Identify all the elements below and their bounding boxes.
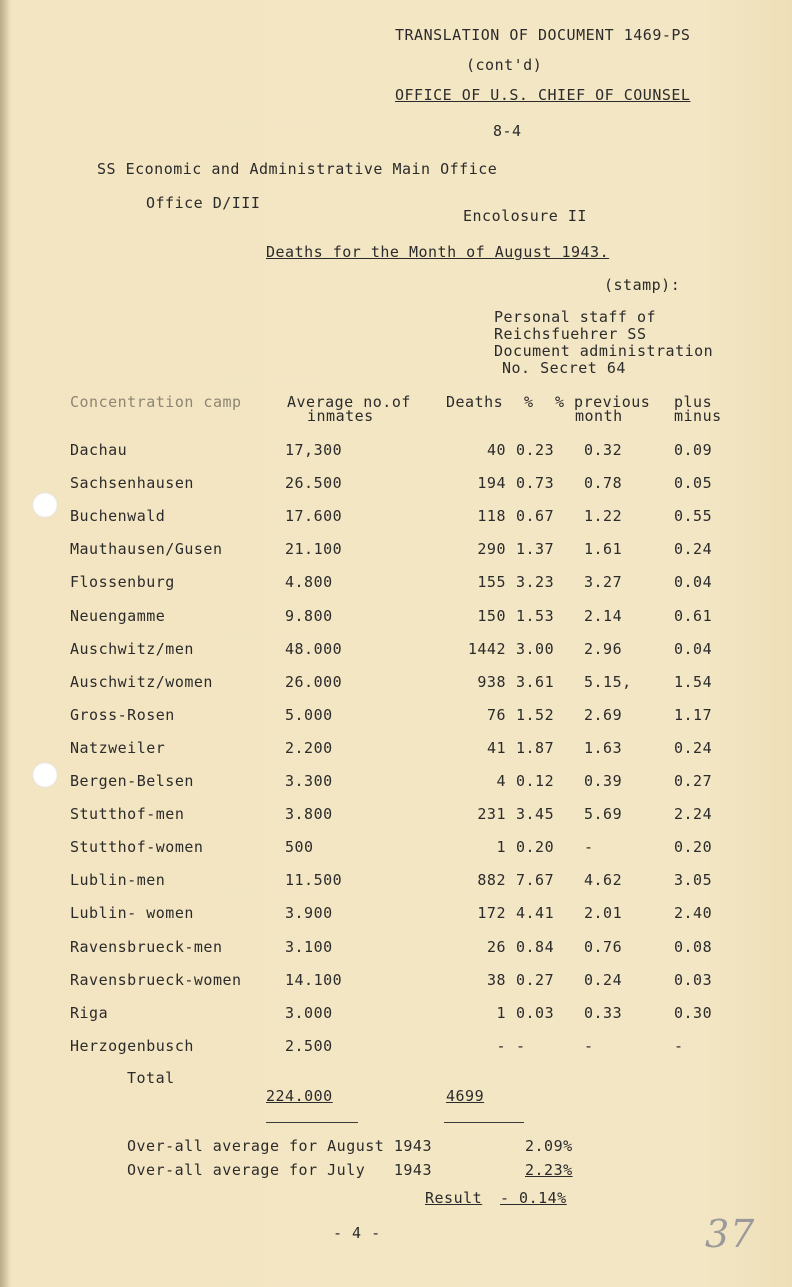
cell-pm: 0.27 <box>674 772 713 790</box>
cell-pct: 0.73 <box>516 474 555 492</box>
cell-deaths: 882 <box>477 871 506 889</box>
cell-avg: 26.000 <box>285 673 343 691</box>
stamp-line: Personal staff of <box>494 308 657 326</box>
cell-avg: 2.500 <box>285 1037 333 1055</box>
cell-pct: 0.84 <box>516 938 555 956</box>
cell-deaths: 290 <box>477 540 506 558</box>
col-header-average-line2: inmates <box>307 407 374 425</box>
cell-avg: 14.100 <box>285 971 343 989</box>
cell-avg: 17,300 <box>285 441 343 459</box>
cell-pm: 1.54 <box>674 673 713 691</box>
cell-deaths: - <box>496 1037 506 1055</box>
stamp-line: Reichsfuehrer SS <box>494 325 647 343</box>
august-average-label: Over-all average for August 1943 <box>127 1137 432 1155</box>
cell-deaths: 1 <box>496 838 506 856</box>
cell-pct: 3.61 <box>516 673 555 691</box>
cell-camp: Stutthof-men <box>70 805 185 823</box>
cell-deaths: 1 <box>496 1004 506 1022</box>
cell-pct: 0.03 <box>516 1004 555 1022</box>
col-header-camp: Concentration camp <box>70 393 242 411</box>
cell-pm: 2.40 <box>674 904 713 922</box>
document-title: Deaths for the Month of August 1943. <box>266 243 610 261</box>
cell-camp: Ravensbrueck-women <box>70 971 242 989</box>
cell-camp: Stutthof-women <box>70 838 204 856</box>
cell-prev: 0.78 <box>584 474 623 492</box>
punch-hole <box>32 492 58 518</box>
cell-prev: - <box>584 838 594 856</box>
cell-pct: 0.12 <box>516 772 555 790</box>
cell-prev: 2.14 <box>584 607 623 625</box>
contd-label: (cont'd) <box>466 56 543 74</box>
cell-avg: 21.100 <box>285 540 343 558</box>
cell-pct: 0.20 <box>516 838 555 856</box>
result-value: - 0.14% <box>500 1189 567 1207</box>
total-label: Total <box>127 1069 175 1087</box>
office-heading: OFFICE OF U.S. CHIEF OF COUNSEL <box>395 86 691 104</box>
cell-camp: Ravensbrueck-men <box>70 938 223 956</box>
cell-avg: 3.900 <box>285 904 333 922</box>
cell-prev: 5.15, <box>584 673 632 691</box>
col-header-average-line1: Average no.of <box>287 393 411 411</box>
stamp-block <box>494 309 713 377</box>
col-header-plus-minus <box>674 395 722 423</box>
cell-camp: Lublin-men <box>70 871 166 889</box>
cell-pm: 0.03 <box>674 971 713 989</box>
cell-deaths: 41 <box>486 739 506 757</box>
cell-prev: 0.76 <box>584 938 623 956</box>
page-number: - 4 - <box>333 1224 381 1242</box>
cell-pm: 2.24 <box>674 805 713 823</box>
cell-pm: 0.04 <box>674 640 713 658</box>
enclosure-label: Encolosure II <box>463 207 587 225</box>
cell-prev: 0.32 <box>584 441 623 459</box>
cell-pct: 0.27 <box>516 971 555 989</box>
cell-avg: 3.800 <box>285 805 333 823</box>
cell-pct: 3.45 <box>516 805 555 823</box>
cell-pm: - <box>674 1037 684 1055</box>
col-header-pct: % <box>524 393 534 411</box>
cell-pm: 0.05 <box>674 474 713 492</box>
cell-deaths: 26 <box>486 938 506 956</box>
col-header-previous <box>555 395 650 423</box>
stamp-line: Document administration <box>494 342 714 360</box>
cell-camp: Auschwitz/women <box>70 673 213 691</box>
cell-avg: 4.800 <box>285 573 333 591</box>
cell-pm: 3.05 <box>674 871 713 889</box>
cell-pct: 0.23 <box>516 441 555 459</box>
col-header-minus: minus <box>674 407 722 425</box>
cell-deaths: 1442 <box>467 640 506 658</box>
cell-camp: Buchenwald <box>70 507 166 525</box>
cell-camp: Mauthausen/Gusen <box>70 540 223 558</box>
cell-pct: 1.52 <box>516 706 555 724</box>
stamp-line: No. Secret 64 <box>502 359 626 377</box>
cell-pm: 0.20 <box>674 838 713 856</box>
cell-pct: 3.00 <box>516 640 555 658</box>
punch-hole <box>32 762 58 788</box>
cell-pm: 0.09 <box>674 441 713 459</box>
cell-camp: Herzogenbusch <box>70 1037 194 1055</box>
august-average-value: 2.09% <box>525 1137 573 1155</box>
cell-avg: 17.600 <box>285 507 343 525</box>
cell-camp: Flossenburg <box>70 573 175 591</box>
cell-prev: 4.62 <box>584 871 623 889</box>
cell-pct: 1.37 <box>516 540 555 558</box>
col-header-average <box>287 395 411 423</box>
cell-deaths: 172 <box>477 904 506 922</box>
cell-avg: 3.100 <box>285 938 333 956</box>
col-header-deaths: Deaths <box>446 393 504 411</box>
cell-camp: Sachsenhausen <box>70 474 194 492</box>
cell-avg: 2.200 <box>285 739 333 757</box>
stamp-label: (stamp): <box>604 276 681 294</box>
cell-camp: Dachau <box>70 441 128 459</box>
cell-prev: 0.33 <box>584 1004 623 1022</box>
cell-deaths: 38 <box>486 971 506 989</box>
cell-pm: 0.61 <box>674 607 713 625</box>
main-office-label: SS Economic and Administrative Main Office <box>97 160 498 178</box>
cell-prev: 3.27 <box>584 573 623 591</box>
cell-camp: Riga <box>70 1004 109 1022</box>
cell-deaths: 155 <box>477 573 506 591</box>
cell-avg: 500 <box>285 838 314 856</box>
cell-avg: 48.000 <box>285 640 343 658</box>
cell-prev: 1.61 <box>584 540 623 558</box>
col-header-previous-line1: % previous <box>555 393 651 411</box>
cell-camp: Auschwitz/men <box>70 640 194 658</box>
cell-pct: 0.67 <box>516 507 555 525</box>
july-average-value: 2.23% <box>525 1161 573 1179</box>
cell-avg: 26.500 <box>285 474 343 492</box>
cell-pct: 7.67 <box>516 871 555 889</box>
cell-prev: 1.22 <box>584 507 623 525</box>
translation-title: TRANSLATION OF DOCUMENT 1469-PS <box>395 26 691 44</box>
cell-prev: 2.69 <box>584 706 623 724</box>
july-average-label: Over-all average for July 1943 <box>127 1161 432 1179</box>
cell-pm: 0.55 <box>674 507 713 525</box>
cell-prev: 5.69 <box>584 805 623 823</box>
col-header-previous-line2: month <box>575 407 623 425</box>
cell-pm: 1.17 <box>674 706 713 724</box>
cell-prev: 1.63 <box>584 739 623 757</box>
cell-deaths: 76 <box>486 706 506 724</box>
cell-pm: 0.30 <box>674 1004 713 1022</box>
cell-camp: Gross-Rosen <box>70 706 175 724</box>
cell-prev: 2.01 <box>584 904 623 922</box>
cell-prev: 0.39 <box>584 772 623 790</box>
cell-pct: 4.41 <box>516 904 555 922</box>
cell-prev: 2.96 <box>584 640 623 658</box>
cell-avg: 11.500 <box>285 871 343 889</box>
total-average: 224.000 <box>266 1087 333 1105</box>
page-edge-shadow <box>0 0 10 1287</box>
cell-deaths: 118 <box>477 507 506 525</box>
office-d3-label: Office D/III <box>146 194 261 212</box>
total-average-rule <box>266 1122 358 1123</box>
cell-deaths: 150 <box>477 607 506 625</box>
cell-deaths: 40 <box>486 441 506 459</box>
cell-camp: Natzweiler <box>70 739 166 757</box>
cell-pct: 1.53 <box>516 607 555 625</box>
cell-avg: 9.800 <box>285 607 333 625</box>
cell-prev: 0.24 <box>584 971 623 989</box>
result-label: Result <box>425 1189 483 1207</box>
page-reference: 8-4 <box>493 122 522 140</box>
col-header-plus: plus <box>674 393 713 411</box>
cell-avg: 3.300 <box>285 772 333 790</box>
cell-pm: 0.24 <box>674 739 713 757</box>
cell-camp: Bergen-Belsen <box>70 772 194 790</box>
cell-camp: Neuengamme <box>70 607 166 625</box>
cell-avg: 3.000 <box>285 1004 333 1022</box>
cell-avg: 5.000 <box>285 706 333 724</box>
cell-pm: 0.04 <box>674 573 713 591</box>
total-deaths: 4699 <box>446 1087 485 1105</box>
cell-prev: - <box>584 1037 594 1055</box>
total-deaths-rule <box>444 1122 524 1123</box>
cell-pct: 1.87 <box>516 739 555 757</box>
cell-pm: 0.08 <box>674 938 713 956</box>
cell-camp: Lublin- women <box>70 904 194 922</box>
cell-pm: 0.24 <box>674 540 713 558</box>
cell-pct: - <box>516 1037 526 1055</box>
cell-deaths: 231 <box>477 805 506 823</box>
cell-pct: 3.23 <box>516 573 555 591</box>
cell-deaths: 4 <box>496 772 506 790</box>
cell-deaths: 194 <box>477 474 506 492</box>
cell-deaths: 938 <box>477 673 506 691</box>
handwritten-page-number: 37 <box>705 1212 756 1256</box>
